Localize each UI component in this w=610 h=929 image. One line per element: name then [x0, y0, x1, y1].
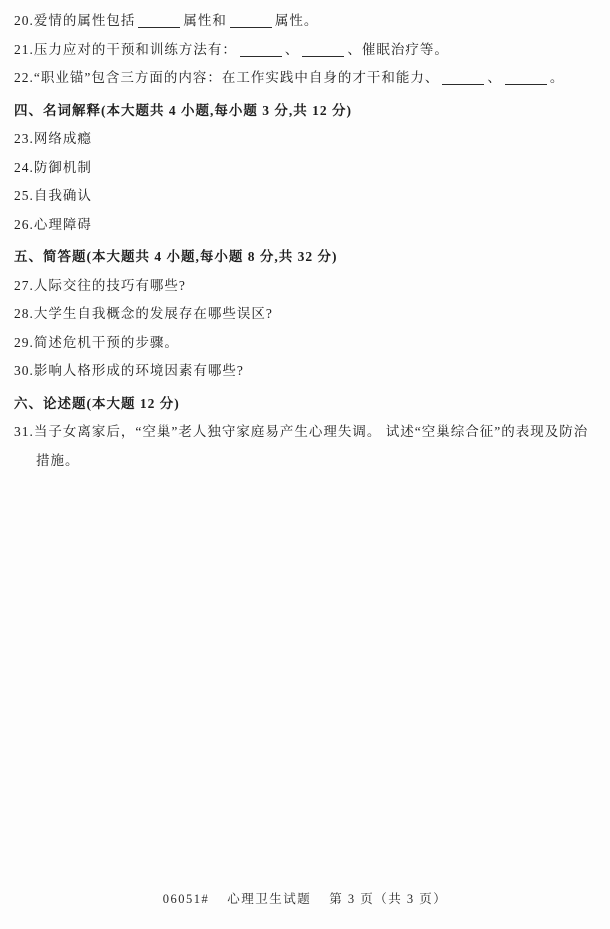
question-26: 26.心理障碍 — [14, 216, 92, 232]
section-5-title: 五、简答题(本大题共 4 小题,每小题 8 分,共 32 分) — [14, 249, 338, 264]
page-number: 第 3 页（共 3 页） — [329, 892, 448, 906]
question-25: 25.自我确认 — [14, 188, 92, 203]
exam-code: 06051# — [162, 892, 210, 906]
blank-line — [138, 25, 180, 28]
section-4-title: 四、名词解释(本大题共 4 小题,每小题 3 分,共 12 分) — [14, 102, 352, 118]
blank-line — [442, 82, 484, 85]
question-21-text-mid: 、 — [284, 41, 300, 57]
question-27: 27.人际交往的技巧有哪些? — [14, 277, 186, 293]
question-31-line-2: 措施。 — [36, 452, 80, 468]
question-29: 29.简述危机干预的步骤。 — [14, 334, 179, 350]
question-28: 28.大学生自我概念的发展存在哪些误区? — [14, 306, 273, 321]
question-21-text-pre: 21.压力应对的干预和训练方法有： — [14, 41, 237, 57]
section-6-title: 六、论述题(本大题 12 分) — [14, 395, 180, 411]
question-23: 23.网络成瘾 — [14, 131, 92, 146]
question-24: 24.防御机制 — [14, 159, 92, 175]
question-21-text-post: 、催眠治疗等。 — [347, 41, 449, 57]
blank-line — [302, 54, 344, 57]
question-30: 30.影响人格形成的环境因素有哪些? — [14, 363, 244, 378]
question-20-text-pre: 20.爱情的属性包括 — [14, 13, 136, 28]
question-22 — [14, 64, 596, 93]
question-22-text-pre: 22.“职业锚”包含三方面的内容：在工作实践中自身的才干和能力、 — [14, 70, 440, 85]
question-21 — [14, 36, 596, 65]
question-20 — [14, 7, 596, 36]
blank-line — [505, 82, 547, 85]
question-20-text-post: 属性。 — [274, 13, 319, 28]
exam-title: 心理卫生试题 — [227, 892, 312, 906]
question-22-text-mid: 、 — [487, 70, 502, 85]
page-footer — [0, 889, 610, 907]
question-20-text-mid: 属性和 — [183, 13, 227, 28]
blank-line — [230, 25, 272, 28]
question-22-text-post: 。 — [549, 70, 565, 85]
blank-line — [240, 54, 282, 57]
question-31-line-1: 31.当子女离家后，“空巢”老人独守家庭易产生心理失调。 试述“空巢综合征”的表现及防治 — [14, 424, 589, 439]
